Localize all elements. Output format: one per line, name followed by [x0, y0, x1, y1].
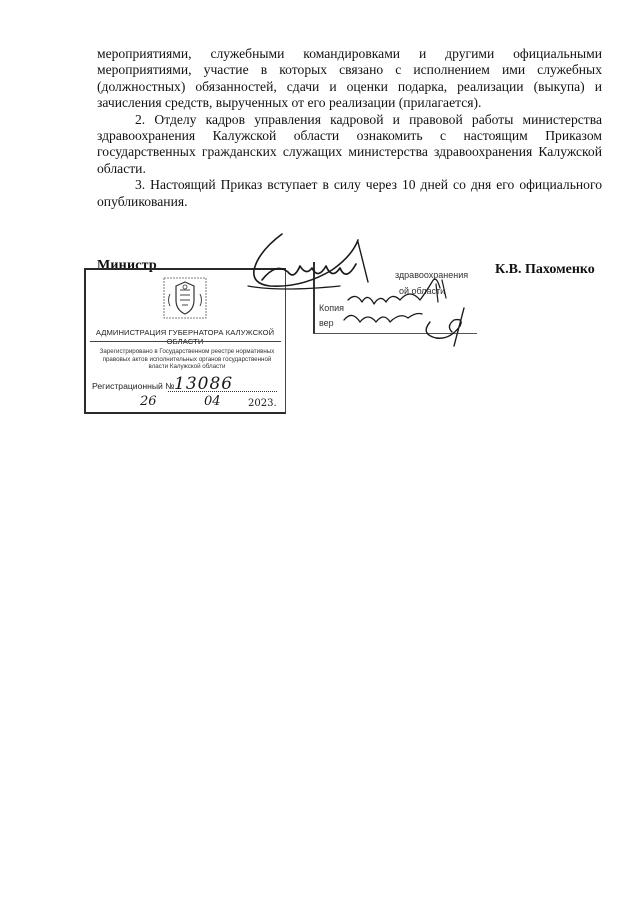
- stamp-date-day: 26: [140, 394, 157, 409]
- paragraph-3: 3. Настоящий Приказ вступает в силу через 10 дней со дня его официального опубликования.: [97, 177, 602, 209]
- stamp-reg-number: 13086: [174, 374, 234, 394]
- stamp-reg-label: Регистрационный №: [92, 381, 175, 391]
- stamp-date-year: 2023.: [248, 398, 277, 409]
- handwritten-signature-icon: [240, 222, 490, 367]
- stamp-admin-title: АДМИНИСТРАЦИЯ ГУБЕРНАТОРА КАЛУЖСКОЙ ОБЛАСТИ: [95, 328, 275, 346]
- copy-stamp-line-3: Копия: [319, 303, 345, 313]
- stamp-date-month: 04: [204, 394, 221, 409]
- signatory-name: К.В. Пахоменко: [495, 262, 595, 277]
- copy-stamp-line-2: ой области: [399, 286, 446, 296]
- copy-stamp-line-4: вер: [319, 318, 334, 328]
- signatory-title: Министр: [97, 258, 157, 273]
- paragraph-1: мероприятиями, служебными командировками и другими официальными мероприятиями, участие в которых связано с исполнением ими служебных (должностных) обязанностей, сдачи и оценки подарка, реализации (выкупа) и зачисления средств, вырученных от его реализации (прилагается).: [97, 46, 602, 111]
- coat-of-arms-icon: [162, 276, 208, 320]
- stamp-registration-text: Зарегистрировано в Государственном реестре нормативных правовых актов исполнительных органов государственной власти Калужской области: [99, 348, 275, 371]
- paragraph-2: 2. Отделу кадров управления кадровой и правовой работы министерства здравоохранения Калужской области ознакомить с настоящим Приказом государственных гражданских служащих министерства здравоохранения Калужской области.: [97, 111, 602, 176]
- document-body: [97, 46, 602, 210]
- stamp-reg-line: [168, 391, 277, 392]
- copy-stamp-line-1: здравоохранения: [395, 270, 469, 280]
